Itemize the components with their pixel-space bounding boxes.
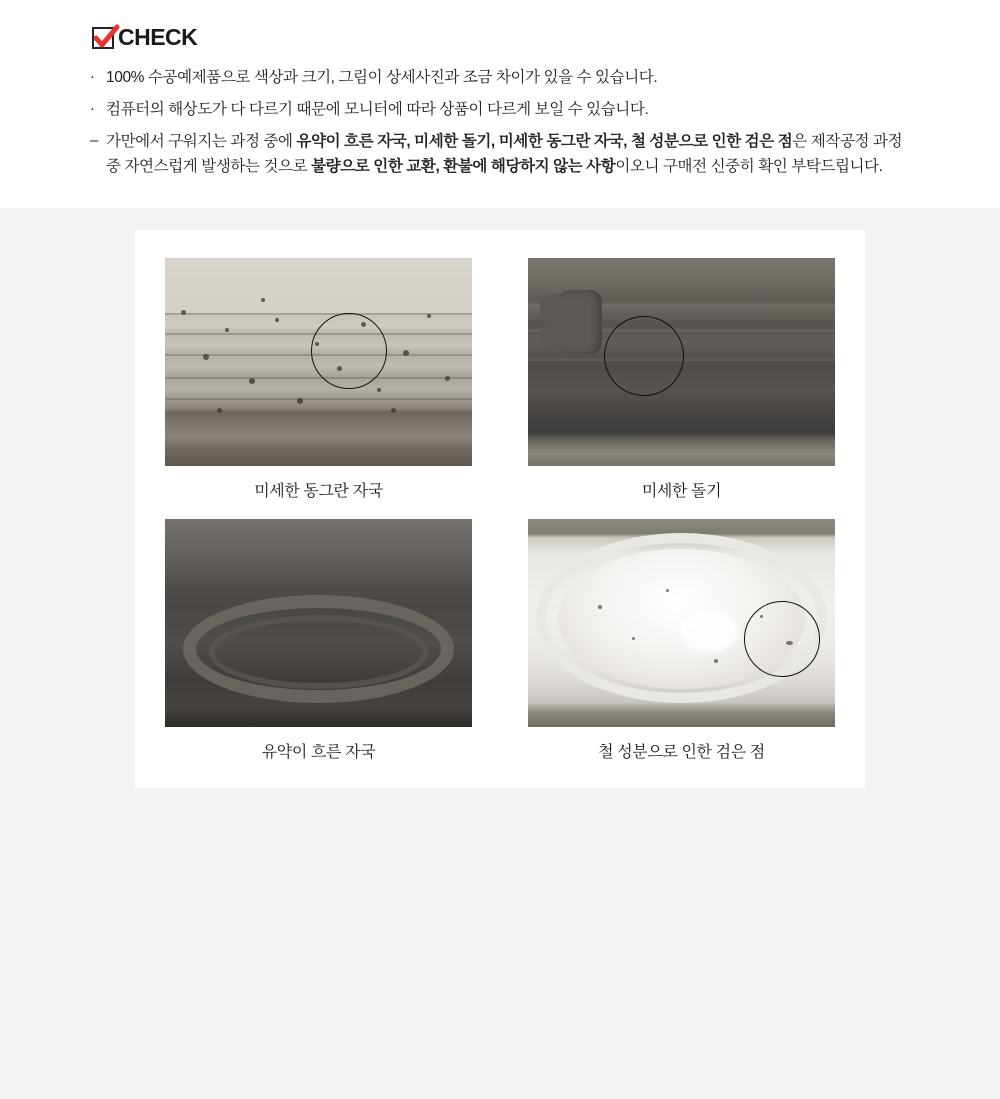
checkbox-icon — [92, 27, 114, 49]
gallery-item-caption: 미세한 돌기 — [641, 483, 722, 501]
dark-cup-photo — [528, 258, 835, 466]
notice-text — [106, 65, 910, 90]
gallery-item-caption: 유약이 흐른 자국 — [261, 744, 376, 762]
white-bowl-photo — [528, 519, 835, 727]
gallery-card — [135, 230, 865, 788]
gallery-grid — [165, 258, 835, 762]
notice-bullet: – — [90, 132, 98, 150]
notice-text — [106, 97, 910, 122]
check-heading-label: CHECK — [118, 24, 198, 50]
gallery-item-caption: 미세한 동그란 자국 — [254, 483, 383, 501]
defect-highlight-circle — [744, 601, 820, 677]
cup-handle — [550, 290, 602, 354]
notice-text-segment: 이오니 구매전 신중히 확인 부탁드립니다. — [615, 158, 883, 176]
notice-text — [106, 129, 910, 179]
notice-text-segment-bold: 유약이 흐른 자국, 미세한 돌기, 미세한 동그란 자국, 철 성분으로 인한 검은 점 — [296, 133, 793, 151]
notice-item — [90, 97, 910, 122]
notice-text-segment: 가만에서 구워지는 과정 중에 — [106, 133, 297, 151]
gallery-item — [528, 258, 835, 501]
gallery-item — [528, 519, 835, 762]
bowl-foot-photo — [165, 519, 472, 727]
gallery-item — [165, 519, 472, 762]
gallery-item — [165, 258, 472, 501]
notice-text-segment-bold: 불량으로 인한 교환, 환불에 해당하지 않는 사항 — [311, 158, 616, 176]
notice-list — [90, 65, 910, 179]
defect-highlight-circle — [604, 316, 684, 396]
notice-text-segment: 컴퓨터의 해상도가 다 다르기 때문에 모니터에 따라 상품이 다르게 보일 수 있습니다. — [106, 101, 649, 119]
notice-bullet: · — [90, 100, 95, 118]
notice-bullet: · — [90, 68, 95, 85]
notice-text-segment: 은 제작공정 과정 중 자연스럽게 발생하는 것으로 — [106, 133, 903, 176]
notice-item — [90, 65, 910, 90]
gallery-item-caption: 철 성분으로 인한 검은 점 — [598, 744, 765, 762]
speckled-bowl-photo — [165, 258, 472, 466]
check-heading — [92, 26, 910, 49]
check-notice-section — [0, 0, 1000, 208]
defect-highlight-circle — [311, 313, 387, 389]
notice-text-segment: 100% 수공예제품으로 색상과 크기, 그림이 상세사진과 조금 차이가 있을 수 있습니다. — [106, 69, 658, 86]
defect-gallery-section — [0, 208, 1000, 1099]
notice-item — [90, 129, 910, 179]
